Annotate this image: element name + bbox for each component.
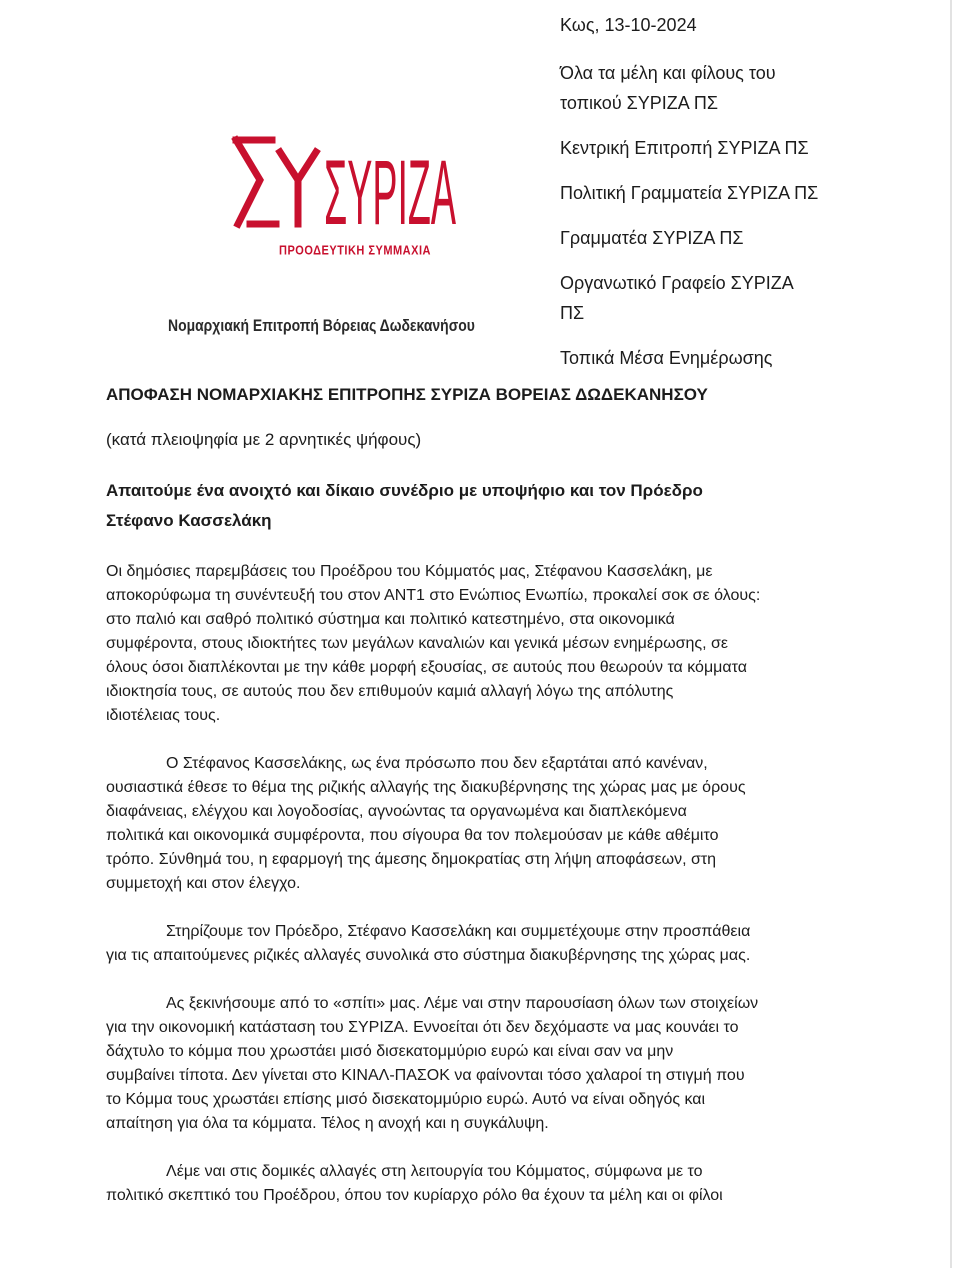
paragraph-line: Οι δημόσιες παρεμβάσεις του Προέδρου του Κόμματός μας, Στέφανου Κασσελάκη, με bbox=[106, 563, 713, 580]
page-edge-divider bbox=[950, 0, 952, 1268]
party-logo-block bbox=[160, 120, 520, 350]
paragraph-line: πολιτικά και οικονομικά συμφέροντα, που σίγουρα θα τον πολεμούσαν με κάθε αθέμιτο bbox=[106, 827, 719, 844]
recipient-entry bbox=[560, 178, 900, 208]
body-paragraph bbox=[106, 1160, 850, 1208]
paragraph-line: ιδιοκτησία τους, σε αυτούς που δεν επιθυμούν καμιά αλλαγή λόγω της απόλυτης bbox=[106, 683, 674, 700]
recipient-entry bbox=[560, 58, 900, 118]
paragraph-line: αποκορύφωμα τη συνέντευξή του στον ΑΝΤ1 στο Ενώπιος Ενωπίω, προκαλεί σοκ σε όλους: bbox=[106, 587, 761, 604]
paragraph-line: δάχτυλο το κόμμα που χρωστάει μισό δισεκατομμύριο ευρώ και είναι σαν να μην bbox=[106, 1043, 674, 1060]
committee-name: Νομαρχιακή Επιτροπή Βόρειας Δωδεκανήσου bbox=[168, 316, 475, 335]
recipient-line: Πολιτική Γραμματεία ΣΥΡΙΖΑ ΠΣ bbox=[560, 183, 819, 203]
paragraph-line: Στηρίζουμε τον Πρόεδρο, Στέφανο Κασσελάκη και συμμετέχουμε στην προσπάθεια bbox=[166, 923, 751, 940]
recipient-line: Τοπικά Μέσα Ενημέρωσης bbox=[560, 348, 773, 368]
paragraph-line: τρόπο. Σύνθημά του, η εφαρμογή της άμεσης δημοκρατίας στη λήψη αποφάσεων, στη bbox=[106, 851, 717, 868]
recipient-line: τοπικού ΣΥΡΙΖΑ ΠΣ bbox=[560, 93, 718, 113]
recipient-line: ΠΣ bbox=[560, 303, 585, 323]
paragraph-line: συμβαίνει τίποτα. Δεν γίνεται στο ΚΙΝΑΛ-ΠΑΣΟΚ να φαίνονται τόσο χαλαροί τη στιγμή που bbox=[106, 1067, 745, 1084]
recipient-line: Όλα τα μέλη και φίλους του bbox=[560, 63, 776, 83]
body-paragraph bbox=[106, 752, 850, 896]
logo-wordmark: ΣΥΡΙΖΑ bbox=[324, 142, 457, 238]
paragraph-line: διαφάνειας, ελέγχου και λογοδοσίας, αγνοώντας τα οργανωμένα και διαπλεκόμενα bbox=[106, 803, 687, 820]
syriza-logo-icon bbox=[228, 128, 458, 238]
recipient-line: Οργανωτικό Γραφείο ΣΥΡΙΖΑ bbox=[560, 273, 794, 293]
paragraph-line: ουσιαστικά έθεσε το θέμα της ριζικής αλλαγής της διακυβέρνησης της χώρας μας με όρους bbox=[106, 779, 746, 796]
subtitle-line: Απαιτούμε ένα ανοιχτό και δίκαιο συνέδριο με υποψήφιο και τον Πρόεδρο bbox=[106, 481, 703, 500]
recipient-entry bbox=[560, 268, 900, 328]
body-paragraph bbox=[106, 920, 850, 968]
recipient-line: Γραμματέα ΣΥΡΙΖΑ ΠΣ bbox=[560, 228, 744, 248]
paragraph-line: συμμετοχή και στον έλεγχο. bbox=[106, 875, 301, 892]
logo-tagline: ΠΡΟΟΔΕΥΤΙΚΗ ΣΥΜΜΑΧΙΑ bbox=[279, 244, 431, 258]
recipient-entry bbox=[560, 343, 900, 373]
paragraph-line: το Κόμμα τους χρωστάει επίσης μισό δισεκατομμύριο ευρώ. Αυτό να είναι οδηγός και bbox=[106, 1091, 706, 1108]
paragraph-line: ιδιοτέλειας τους. bbox=[106, 707, 221, 724]
subtitle-line: Στέφανο Κασσελάκη bbox=[106, 511, 272, 530]
paragraph-line: πολιτικό σκεπτικό του Προέδρου, όπου τον κυρίαρχο ρόλο θα έχουν τα μέλη και οι φίλοι bbox=[106, 1187, 723, 1204]
recipient-entry bbox=[560, 133, 900, 163]
body-paragraph bbox=[106, 992, 850, 1136]
recipients-block bbox=[560, 10, 900, 388]
paragraph-line: Ο Στέφανος Κασσελάκης, ως ένα πρόσωπο που δεν εξαρτάται από κανέναν, bbox=[166, 755, 708, 772]
decision-subtitle bbox=[106, 476, 826, 536]
vote-note: (κατά πλειοψηφία με 2 αρνητικές ψήφους) bbox=[106, 430, 422, 449]
paragraph-line: Λέμε ναι στις δομικές αλλαγές στη λειτουργία του Κόμματος, σύμφωνα με το bbox=[166, 1163, 703, 1180]
document-date: Κως, 13-10-2024 bbox=[560, 15, 697, 35]
recipient-entry bbox=[560, 223, 900, 253]
paragraph-line: όλους όσοι διαπλέκονται με την κάθε μορφή εξουσίας, σε αυτούς που θεωρούν τα κόμματα bbox=[106, 659, 747, 676]
paragraph-line: απαίτηση για όλα τα κόμματα. Τέλος η ανοχή και η συγκάλυψη. bbox=[106, 1115, 549, 1132]
document-body bbox=[106, 560, 850, 1232]
body-paragraph bbox=[106, 560, 850, 728]
paragraph-line: για τις απαιτούμενες ριζικές αλλαγές συνολικά στο σύστημα διακυβέρνησης της χώρας μας. bbox=[106, 947, 751, 964]
decision-heading: ΑΠΟΦΑΣΗ ΝΟΜΑΡΧΙΑΚΗΣ ΕΠΙΤΡΟΠΗΣ ΣΥΡΙΖΑ ΒΟΡΕΙΑΣ ΔΩΔΕΚΑΝΗΣΟΥ bbox=[106, 385, 708, 404]
paragraph-line: Ας ξεκινήσουμε από το «σπίτι» μας. Λέμε ναι στην παρουσίαση όλων των στοιχείων bbox=[166, 995, 759, 1012]
paragraph-line: στο παλιό και σαθρό πολιτικό σύστημα και πολιτικό κατεστημένο, στα οικονομικά bbox=[106, 611, 675, 628]
paragraph-line: συμφέροντα, στους ιδιοκτήτες των μεγάλων καναλιών και γενικά μέσων ενημέρωσης, σε bbox=[106, 635, 728, 652]
recipient-line: Κεντρική Επιτροπή ΣΥΡΙΖΑ ΠΣ bbox=[560, 138, 809, 158]
paragraph-line: για την οικονομική κατάσταση του ΣΥΡΙΖΑ. Εννοείται ότι δεν δεχόμαστε να μας κουνάει το bbox=[106, 1019, 739, 1036]
